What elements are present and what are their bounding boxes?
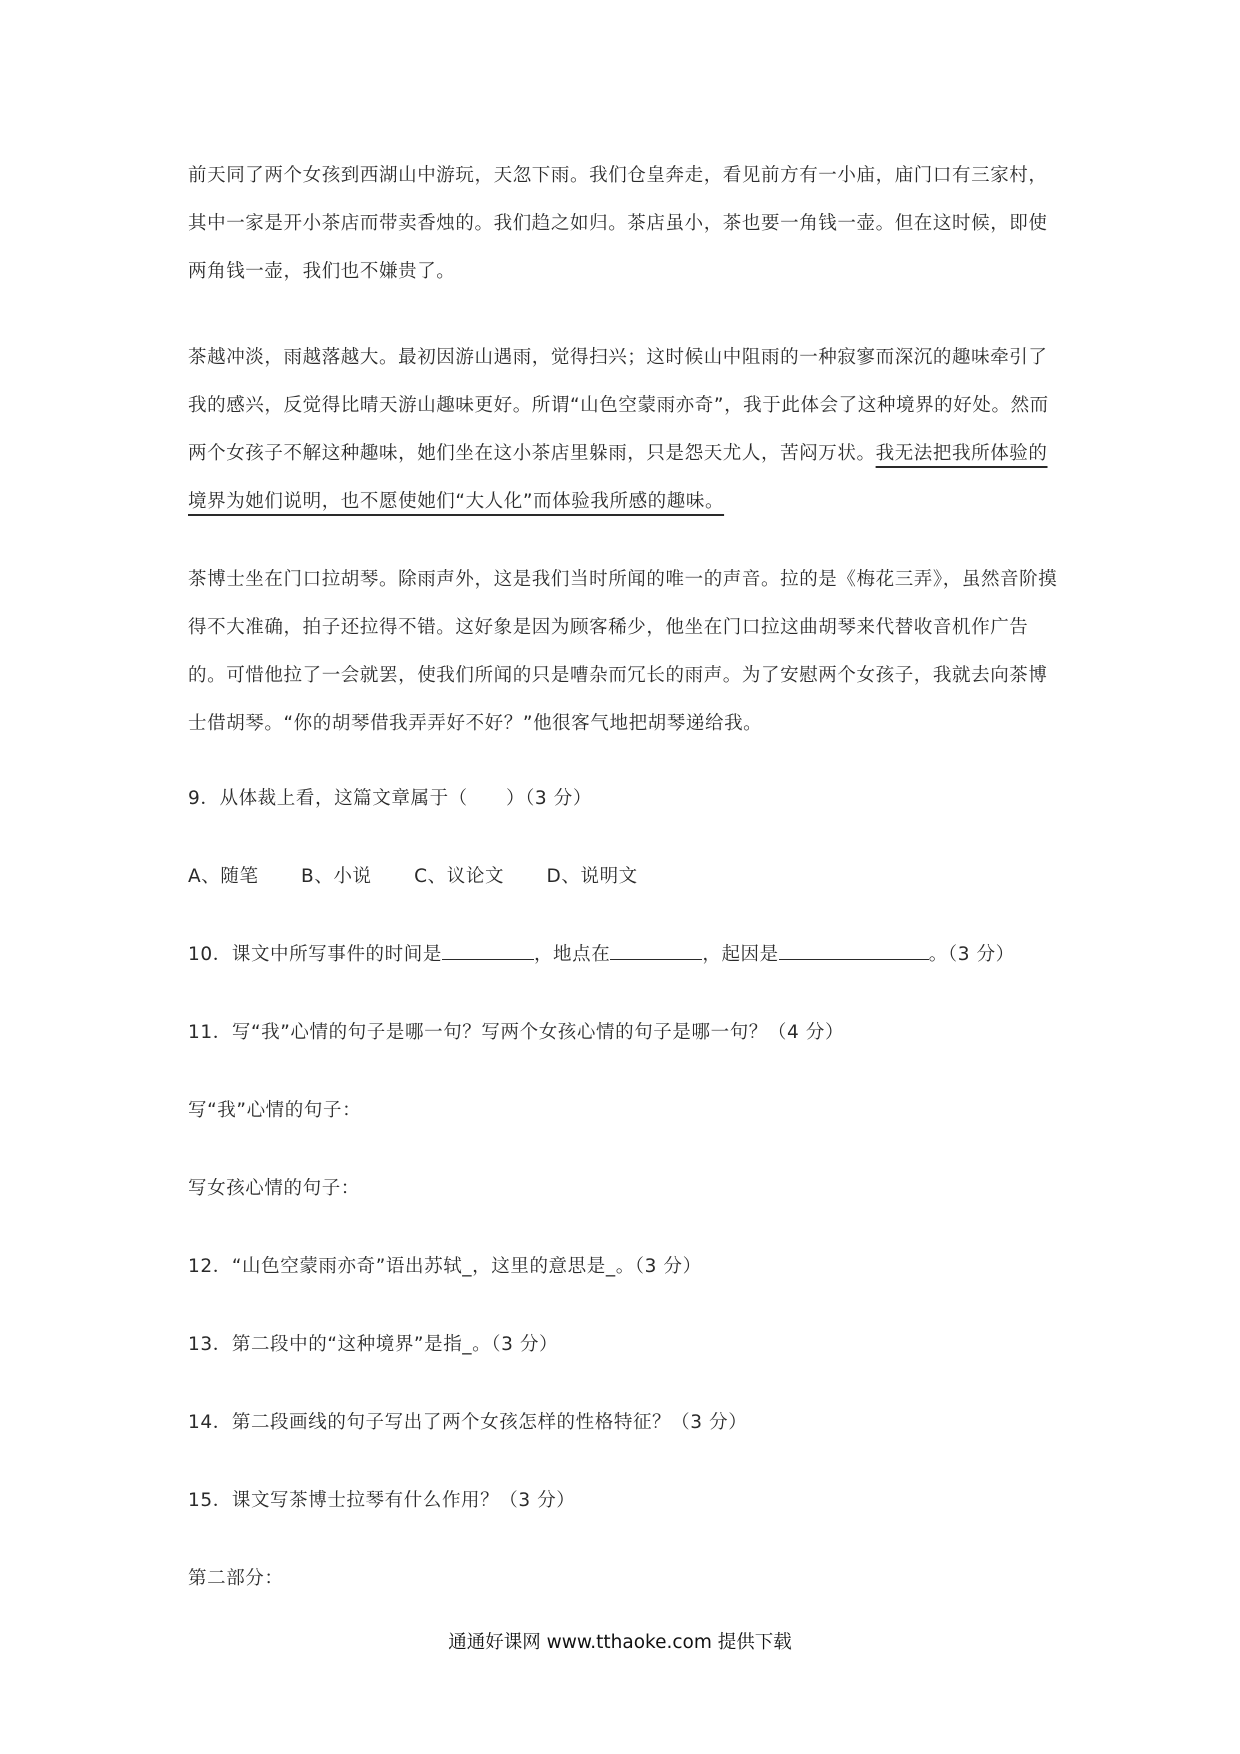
answer-blank-place[interactable] xyxy=(610,941,702,960)
question-10-part-3: ，起因是 xyxy=(702,944,779,965)
choice-b: B、小说 xyxy=(301,866,372,887)
answer-blank-time[interactable] xyxy=(442,941,534,960)
question-10-part-1: 10．课文中所写事件的时间是 xyxy=(188,944,442,965)
question-14: 14．第二段画线的句子写出了两个女孩怎样的性格特征？（3 分） xyxy=(188,1412,748,1433)
question-12: 12．“山色空蒙雨亦奇”语出苏轼_，这里的意思是_。（3 分） xyxy=(188,1256,702,1277)
question-9: 9．从体裁上看，这篇文章属于（ ）（3 分） xyxy=(188,788,592,809)
question-10-part-4: 。（3 分） xyxy=(928,944,1015,965)
footer-credit: 通通好课网 www.tthaoke.com 提供下载 xyxy=(448,1632,792,1653)
question-11-answer-girls: 写女孩心情的句子： xyxy=(188,1178,360,1199)
question-11: 11．写“我”心情的句子是哪一句？写两个女孩心情的句子是哪一句？（4 分） xyxy=(188,1022,845,1043)
part-two-heading: 第二部分： xyxy=(188,1568,284,1589)
choice-a: A、随笔 xyxy=(188,866,259,887)
question-11-answer-me: 写“我”心情的句子： xyxy=(188,1100,362,1121)
answer-blank-cause[interactable] xyxy=(779,941,929,960)
question-10 xyxy=(188,940,1015,966)
passage-paragraph-2 xyxy=(188,334,1060,526)
question-10-part-2: ，地点在 xyxy=(533,944,611,965)
paragraph-2-text: 茶越冲淡，雨越落越大。最初因游山遇雨，觉得扫兴；这时候山中阻雨的一种寂寥而深沉的趣味牵引了我的感兴，反觉得比晴天游山趣味更好。所谓“山色空蒙雨亦奇”，我于此体会了这种境界的好处。然而两个女孩子不解这种趣味，她们坐在这小茶店里躲雨，只是怨天尤人，苦闷万状。 xyxy=(188,347,1049,464)
passage-paragraph-3: 茶博士坐在门口拉胡琴。除雨声外，这是我们当时所闻的唯一的声音。拉的是《梅花三弄》，虽然音阶摸得不大准确，拍子还拉得不错。这好象是因为顾客稀少，他坐在门口拉这曲胡琴来代替收音机作广告的。可惜他拉了一会就罢，使我们所闻的只是嘈杂而冗长的雨声。为了安慰两个女孩子，我就去向茶博士借胡琴。“你的胡琴借我弄弄好不好？”他很客气地把胡琴递给我。 xyxy=(188,569,1058,734)
passage-paragraph-1: 前天同了两个女孩到西湖山中游玩，天忽下雨。我们仓皇奔走，看见前方有一小庙，庙门口有三家村，其中一家是开小茶店而带卖香烛的。我们趋之如归。茶店虽小，茶也要一角钱一壶。但在这时候，即使两角钱一壶，我们也不嫌贵了。 xyxy=(188,165,1048,282)
question-9-choices xyxy=(188,862,674,888)
underlined-sentence: 我无法把我所体验的境界为她们说明，也不愿使她们“大人化”而体验我所感的趣味。 xyxy=(188,443,1048,512)
question-15: 15．课文写茶博士拉琴有什么作用？（3 分） xyxy=(188,1490,576,1511)
choice-d: D、说明文 xyxy=(546,866,638,887)
question-13: 13．第二段中的“这种境界”是指_。（3 分） xyxy=(188,1334,559,1355)
choice-c: C、议论文 xyxy=(414,866,505,887)
